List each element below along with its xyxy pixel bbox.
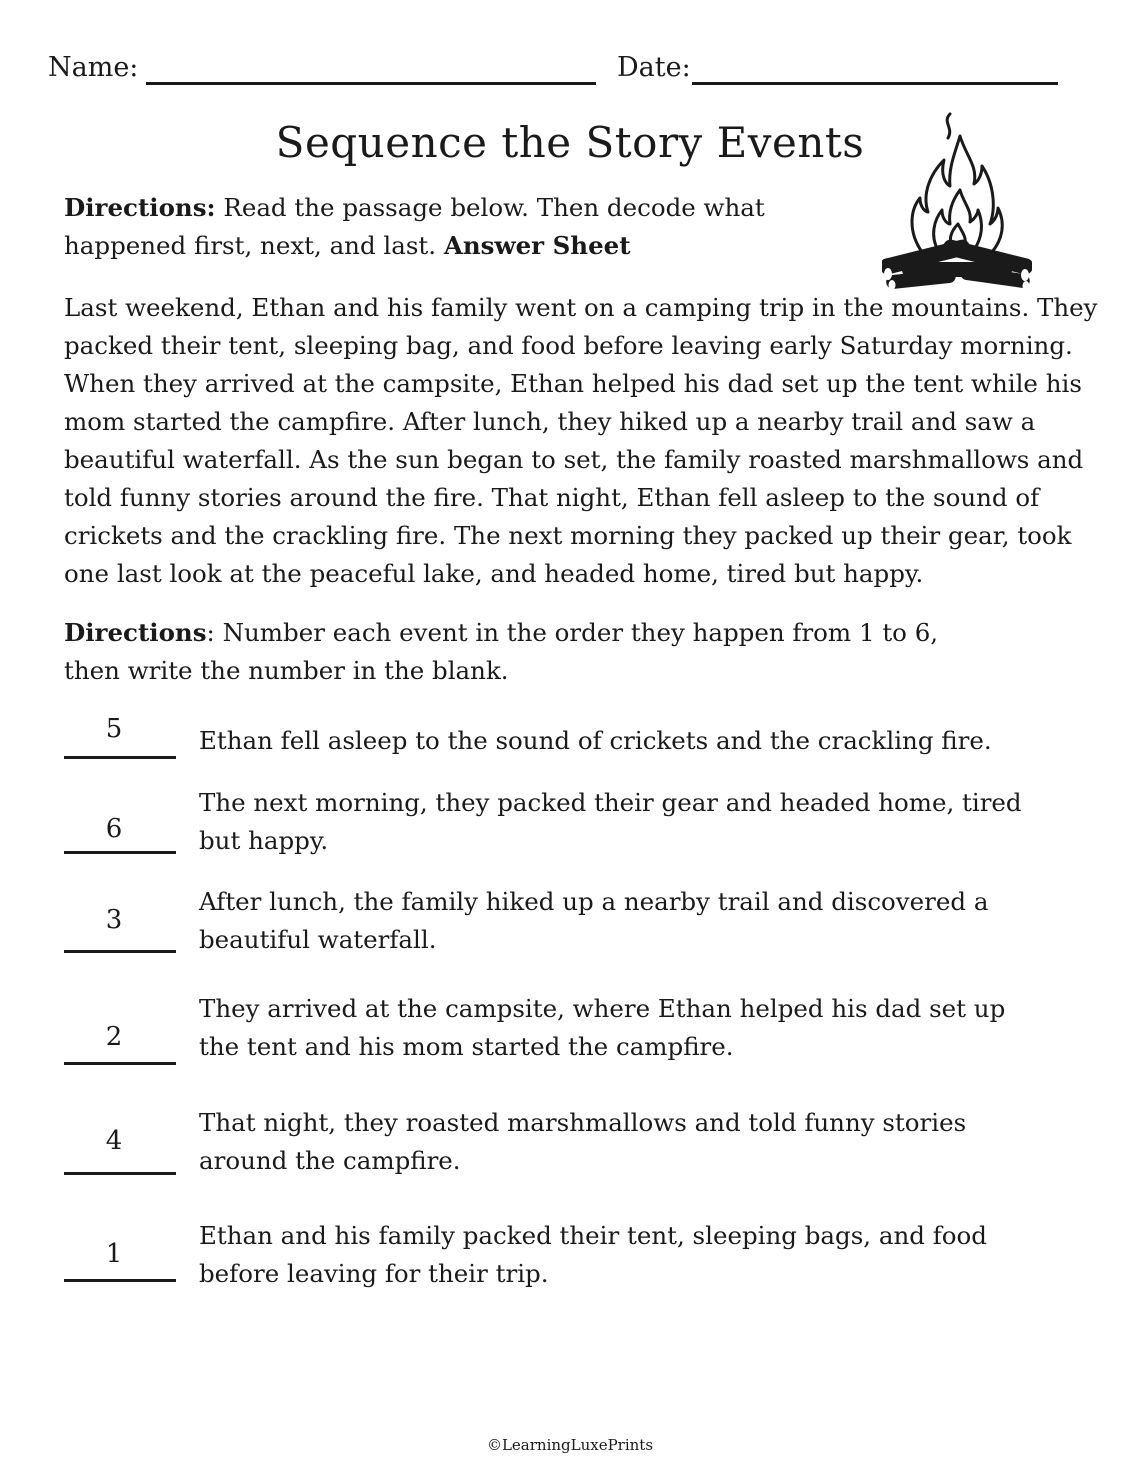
directions-label: Directions: — [64, 193, 216, 222]
answer-number: 6 — [105, 814, 123, 844]
event-text: After lunch, the family hiked up a nearby trail and discovered a beautiful waterfall. — [199, 887, 989, 954]
footer-copyright — [0, 1436, 1140, 1454]
event-item — [64, 990, 1064, 1070]
answer-number: 2 — [105, 1022, 123, 1052]
answer-blank[interactable] — [64, 851, 176, 854]
event-item — [64, 712, 1064, 792]
event-text: The next morning, they packed their gear and headed home, tired but happy. — [199, 788, 1022, 855]
date-field[interactable] — [692, 82, 1058, 85]
answer-blank[interactable] — [64, 1062, 176, 1065]
page-title: Sequence the Story Events — [275, 118, 865, 167]
event-text: That night, they roasted marshmallows and told funny stories around the campfire. — [199, 1108, 967, 1175]
event-item — [64, 784, 1064, 864]
answer-blank[interactable] — [64, 1172, 176, 1175]
answer-sheet-label: Answer Sheet — [443, 231, 631, 260]
event-text: Ethan and his family packed their tent, sleeping bags, and food before leaving for their trip. — [199, 1221, 987, 1288]
answer-blank[interactable] — [64, 756, 176, 759]
directions-label: Directions — [64, 618, 207, 647]
directions-intro — [64, 189, 884, 265]
event-text: Ethan fell asleep to the sound of crickets and the crackling fire. — [199, 726, 992, 755]
directions-sequence — [64, 614, 994, 690]
answer-number: 5 — [105, 714, 123, 744]
date-label: Date: — [617, 52, 691, 83]
campfire-icon — [882, 112, 1032, 292]
directions-text: Read the passage below. Then decode what happened first, next, and last. — [64, 193, 765, 260]
brand-name: LearningLuxePrints — [501, 1436, 654, 1454]
answer-number: 1 — [105, 1239, 123, 1269]
event-item — [64, 883, 1064, 963]
answer-blank[interactable] — [64, 950, 176, 953]
answer-number: 4 — [105, 1126, 123, 1156]
event-item — [64, 1104, 1064, 1184]
story-passage: Last weekend, Ethan and his family went on a camping trip in the mountains. They packed their tent, sleeping bag, and food before leaving early Saturday morning. When they arrived at the campsite, Ethan helped his dad set up the tent while his mom started the campfire. After lunch, they hiked up a nearby trail and saw a beautiful waterfall. As the sun began to set, the family roasted marshmallows and told funny stories around the fire. That night, Ethan fell asleep to the sound of crickets and the crackling fire. The next morning they packed up their gear, took one last look at the peaceful lake, and headed home, tired but happy. — [64, 293, 1098, 588]
copyright-icon: © — [486, 1436, 502, 1454]
answer-blank[interactable] — [64, 1279, 176, 1282]
name-field[interactable] — [146, 82, 596, 85]
directions-text: : Number each event in the order they happen from 1 to 6, then write the number in the blank. — [64, 618, 939, 685]
event-item — [64, 1217, 1064, 1297]
name-label: Name: — [48, 52, 139, 83]
event-text: They arrived at the campsite, where Ethan helped his dad set up the tent and his mom started the campfire. — [199, 994, 1006, 1061]
answer-number: 3 — [105, 905, 123, 935]
